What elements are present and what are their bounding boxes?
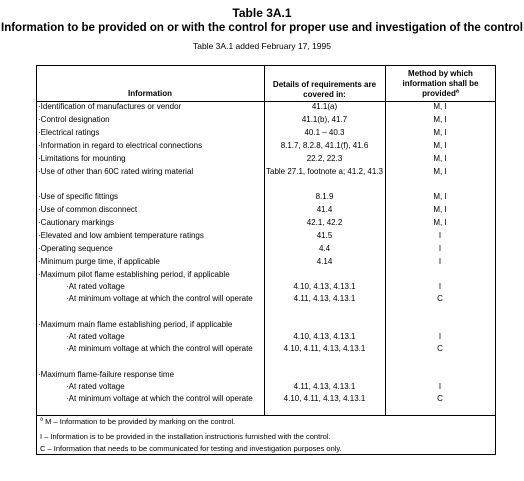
cell-method: C [437, 344, 443, 353]
cell-details: Table 27.1, footnote a; 41.2, 41.3 [266, 167, 383, 176]
cell-information: ·Use of common disconnect [38, 205, 138, 214]
cell-information: ·Elevated and low ambient temperature ratings [38, 231, 204, 240]
footnote-i: I – Information is to be provided in the installation instructions furnished with the control. [40, 432, 331, 441]
cell-information: ·At rated voltage [66, 332, 125, 341]
footnote-a-mark: a [40, 416, 44, 423]
footnote-a-text: M – Information to be provided by marking on the control. [45, 417, 236, 426]
cell-details: 4.10, 4.13, 4.13.1 [293, 332, 356, 341]
footnote-divider [36, 415, 496, 416]
table-title: Table 3A.1 [232, 6, 292, 20]
cell-method: M, I [433, 192, 447, 201]
cell-information: ·At rated voltage [66, 382, 125, 391]
cell-method: M, I [433, 115, 447, 124]
header-method-label: Method by which information shall be provided [402, 69, 479, 98]
cell-information: ·Identification of manufactures or vendor [38, 102, 182, 111]
cell-method: M, I [433, 141, 447, 150]
cell-method: M, I [433, 218, 447, 227]
cell-method: M, I [433, 205, 447, 214]
cell-information: ·Use of other than 60C rated wiring material [38, 167, 194, 176]
cell-method: I [438, 257, 442, 266]
cell-method: M, I [433, 167, 447, 176]
cell-information: ·At minimum voltage at which the control will operate [66, 344, 253, 353]
cell-method: I [438, 282, 442, 291]
cell-information: ·At minimum voltage at which the control will operate [66, 394, 253, 403]
cell-method: C [437, 394, 443, 403]
cell-details: 4.11, 4.13, 4.13.1 [293, 382, 356, 391]
header-method-sup: a [455, 88, 459, 95]
footnote-a [40, 417, 235, 427]
header-method [389, 69, 492, 99]
cell-information: ·Limitations for mounting [38, 154, 126, 163]
table-note: Table 3A.1 added February 17, 1995 [193, 41, 331, 51]
cell-information: ·Maximum flame-failure response time [38, 370, 175, 379]
cell-details: 40.1 – 40.3 [304, 128, 345, 137]
cell-details: 4.10, 4.11, 4.13, 4.13.1 [283, 344, 366, 353]
cell-information: ·Use of specific fittings [38, 192, 119, 201]
cell-method: C [437, 294, 443, 303]
cell-details: 41.5 [316, 231, 333, 240]
cell-details: 8.1.9 [315, 192, 334, 201]
cell-details: 22.2, 22.3 [306, 154, 343, 163]
cell-details: 4.14 [316, 257, 333, 266]
cell-details: 8.1.7, 8.2.8, 41.1(f), 41.6 [280, 141, 369, 150]
cell-method: I [438, 332, 442, 341]
cell-information: ·Information in regard to electrical connections [38, 141, 203, 150]
cell-method: I [438, 231, 442, 240]
cell-information: ·Maximum main flame establishing period, if applicable [38, 320, 233, 329]
header-information: Information [128, 89, 172, 98]
cell-information: ·Maximum pilot flame establishing period, if applicable [38, 270, 230, 279]
cell-details: 41.1(a) [311, 102, 338, 111]
cell-details: 4.4 [318, 244, 331, 253]
cell-information: ·Control designation [38, 115, 110, 124]
cell-information: ·At minimum voltage at which the control will operate [66, 294, 253, 303]
cell-details: 4.10, 4.13, 4.13.1 [293, 282, 356, 291]
cell-information: ·Electrical ratings [38, 128, 100, 137]
cell-method: I [438, 382, 442, 391]
cell-method: M, I [433, 128, 447, 137]
header-details: Details of requirements are covered in: [272, 80, 377, 99]
cell-information: ·Operating sequence [38, 244, 113, 253]
cell-details: 4.11, 4.13, 4.13.1 [293, 294, 356, 303]
cell-information: ·Minimum purge time, if applicable [38, 257, 160, 266]
table-subtitle: Information to be provided on or with the control for proper use and investigation of the control [1, 22, 523, 34]
cell-details: 41.4 [316, 205, 333, 214]
cell-details: 4.10, 4.11, 4.13, 4.13.1 [283, 394, 366, 403]
cell-details: 41.1(b), 41.7 [301, 115, 348, 124]
cell-method: M, I [433, 154, 447, 163]
cell-method: M, I [433, 102, 447, 111]
cell-information: ·Cautionary markings [38, 218, 115, 227]
cell-details: 42.1, 42.2 [306, 218, 343, 227]
cell-method: I [438, 244, 442, 253]
cell-information: ·At rated voltage [66, 282, 125, 291]
footnote-c: C – Information that needs to be communicated for testing and investigation purposes only. [40, 444, 342, 453]
